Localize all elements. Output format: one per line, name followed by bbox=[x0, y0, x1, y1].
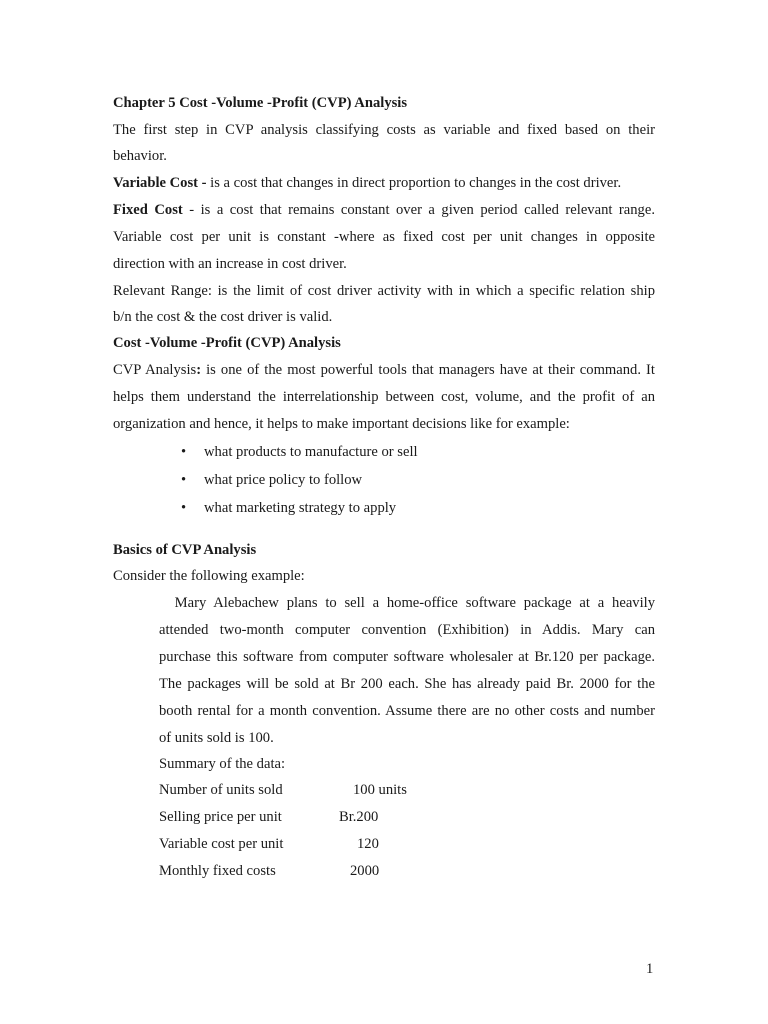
relevant-range-line-2: b/n the cost & the cost driver is valid. bbox=[113, 309, 333, 325]
fixed-cost-line-3: direction with an increase in cost driver. bbox=[113, 256, 347, 272]
example-line-6: of units sold is 100. bbox=[159, 730, 274, 746]
page-number: 1 bbox=[646, 961, 654, 977]
basics-heading: Basics of CVP Analysis bbox=[113, 542, 257, 558]
summary-label: Selling price per unit bbox=[159, 809, 282, 825]
bullet-marker: • bbox=[181, 500, 187, 516]
summary-label: Variable cost per unit bbox=[159, 836, 284, 852]
fixed-cost-line-2: Variable cost per unit is constant -where as fixed cost per unit changes in opposite bbox=[113, 229, 655, 245]
example-line-2: attended two-month computer convention (Exhibition) in Addis. Mary can bbox=[159, 622, 655, 638]
variable-cost-definition: is a cost that changes in direct proportion to changes in the cost driver. bbox=[206, 175, 622, 191]
example-line-1: Mary Alebachew plans to sell a home-office software package at a heavily bbox=[159, 595, 655, 611]
bullet-marker: • bbox=[181, 444, 187, 460]
bullet-item: what marketing strategy to apply bbox=[204, 500, 397, 516]
bullet-marker: • bbox=[181, 472, 187, 488]
cvp-analysis-line-2: helps them understand the interrelationship between cost, volume, and the profit of an bbox=[113, 389, 655, 405]
summary-value: Br.200 bbox=[339, 809, 379, 825]
fixed-cost-line-1 bbox=[113, 201, 655, 219]
summary-label: Number of units sold bbox=[159, 782, 283, 798]
summary-title: Summary of the data: bbox=[159, 756, 286, 772]
cvp-heading: Cost -Volume -Profit (CVP) Analysis bbox=[113, 335, 341, 351]
variable-cost-paragraph bbox=[113, 174, 655, 192]
summary-value: 2000 bbox=[350, 863, 380, 879]
intro-line-1: The first step in CVP analysis classifying costs as variable and fixed based on their bbox=[113, 122, 655, 138]
intro-line-2: behavior. bbox=[113, 148, 167, 164]
relevant-range-line-1: Relevant Range: is the limit of cost driver activity with in which a specific relation ship bbox=[113, 283, 655, 299]
cvp-analysis-colon: : bbox=[196, 362, 202, 378]
bullet-item: what price policy to follow bbox=[204, 472, 363, 488]
cvp-analysis-line-1 bbox=[113, 361, 655, 379]
example-line-4: The packages will be sold at Br 200 each. She has already paid Br. 2000 for the bbox=[159, 676, 655, 692]
summary-value: 100 units bbox=[353, 782, 407, 798]
example-line-5: booth rental for a month convention. Assume there are no other costs and number bbox=[159, 703, 655, 719]
variable-cost-term: Variable Cost - bbox=[113, 175, 207, 191]
consider-line: Consider the following example: bbox=[113, 568, 305, 584]
example-line-3: purchase this software from computer software wholesaler at Br.120 per package. bbox=[159, 649, 655, 665]
fixed-cost-definition: - is a cost that remains constant over a given period called relevant range. bbox=[182, 202, 655, 218]
cvp-analysis-term: CVP Analysis bbox=[113, 362, 197, 378]
bullet-item: what products to manufacture or sell bbox=[204, 444, 418, 460]
chapter-heading: Chapter 5 Cost -Volume -Profit (CVP) Analysis bbox=[113, 95, 408, 111]
cvp-analysis-definition: is one of the most powerful tools that managers have at their command. It bbox=[201, 362, 655, 378]
cvp-analysis-line-3: organization and hence, it helps to make important decisions like for example: bbox=[113, 416, 570, 432]
summary-value: 120 bbox=[357, 836, 379, 852]
summary-label: Monthly fixed costs bbox=[159, 863, 276, 879]
fixed-cost-term: Fixed Cost bbox=[113, 202, 183, 218]
